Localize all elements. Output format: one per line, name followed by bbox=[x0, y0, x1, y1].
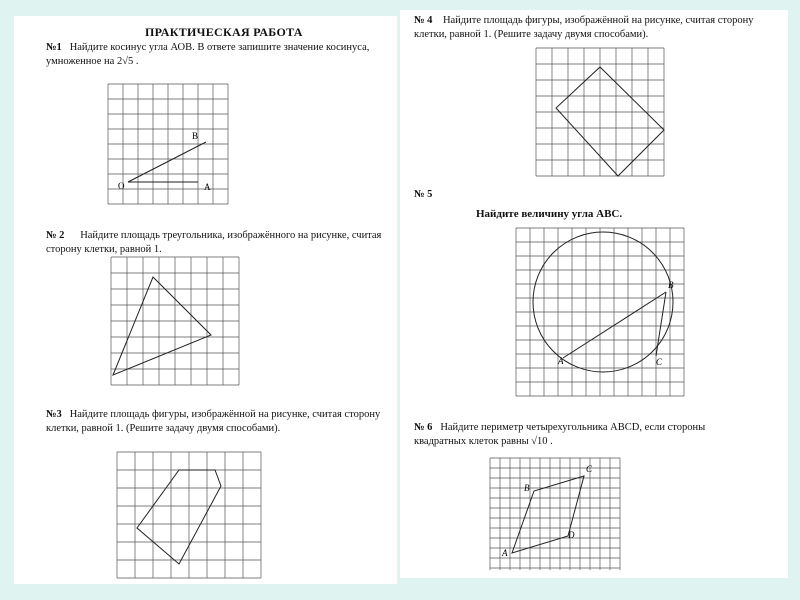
task5-label-a: A bbox=[558, 356, 564, 366]
task3-line1: Найдите площадь фигуры, изображённой на рисунке, считая сторону bbox=[69, 409, 381, 420]
page-title: ПРАКТИЧЕСКАЯ РАБОТА bbox=[145, 25, 303, 39]
task3-number: №3 bbox=[46, 409, 62, 420]
task2-text bbox=[46, 229, 391, 257]
task4-text bbox=[414, 14, 786, 42]
task5-label-c: C bbox=[656, 357, 663, 367]
task6-label-d: D bbox=[568, 530, 575, 540]
task6-text bbox=[414, 421, 786, 449]
task4-line1: Найдите площадь фигуры, изображённой на рисунке, считая сторону bbox=[442, 15, 754, 26]
task1-line1: Найдите косинус угла АОВ. В ответе запишите значение косинуса, bbox=[69, 42, 370, 53]
task6-label-a: A bbox=[502, 548, 508, 558]
task4-figure bbox=[536, 48, 664, 176]
task3-figure bbox=[117, 452, 261, 578]
task4-number: № 4 bbox=[414, 15, 433, 26]
task3-line2: клетки, равной 1. (Решите задачу двумя способами). bbox=[46, 423, 281, 434]
task4-line2: клетки, равной 1. (Решите задачу двумя способами). bbox=[414, 29, 649, 40]
task6-label-b: B bbox=[524, 483, 530, 493]
task6-label-c: C bbox=[586, 464, 593, 474]
task1-label-o: O bbox=[118, 181, 125, 191]
task1-label-a: A bbox=[204, 182, 211, 192]
task6-figure bbox=[490, 458, 620, 570]
task6-line1: Найдите периметр четырехугольника ABCD, если стороны bbox=[440, 422, 706, 433]
task5-label-b: B bbox=[668, 280, 674, 290]
task1-line2: умноженное на 2√5 . bbox=[46, 56, 139, 67]
task2-line2: сторону клетки, равной 1. bbox=[46, 244, 162, 255]
task6-number: № 6 bbox=[414, 422, 433, 433]
task1-figure bbox=[108, 84, 228, 204]
task3-text bbox=[46, 408, 391, 436]
task2-figure bbox=[111, 257, 239, 385]
task2-number: № 2 bbox=[46, 230, 65, 241]
task1-number: №1 bbox=[46, 42, 62, 53]
task5-number: № 5 bbox=[414, 189, 433, 200]
task5-figure bbox=[516, 228, 684, 396]
task5-text: Найдите величину угла ABC. bbox=[476, 208, 623, 220]
task6-line2: квадратных клеток равны √10 . bbox=[414, 436, 553, 447]
task2-line1: Найдите площадь треугольника, изображённого на рисунке, считая bbox=[80, 230, 382, 241]
task1-text bbox=[46, 41, 386, 69]
task1-label-b: B bbox=[192, 131, 199, 141]
